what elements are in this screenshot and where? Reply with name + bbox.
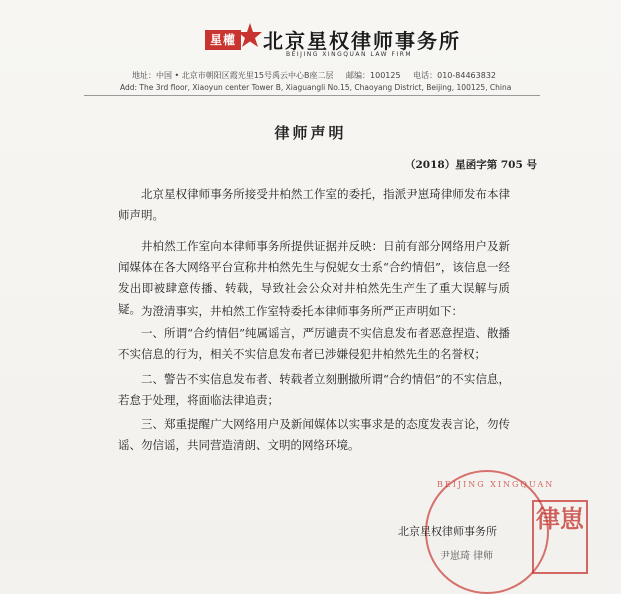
signoff-firm: 北京星权律师事务所 xyxy=(398,525,497,538)
firm-name-en: BEIJING XINGQUAN LAW FIRM xyxy=(286,51,413,58)
document-reference: （2018）星函字第 705 号 xyxy=(405,159,537,171)
paragraph-point-1: 一、所谓“合约情侣”纯属谣言，严厉谴责不实信息发布者恶意捏造、散播不实信息的行为，相关不实信息发布者已涉嫌侵犯井柏然先生的名誉权； xyxy=(118,326,510,361)
address-en: Add: The 3rd floor, Xiaoyun center Tower B, Xiaguangli No.15, Chaoyang District, Beijing, 100125, China xyxy=(120,83,512,92)
address-line xyxy=(132,70,506,81)
seal-ring-text: BEIJING XINGQUAN xyxy=(437,480,555,489)
firm-name-cn: 北京星权律师事务所 xyxy=(263,29,461,53)
letterhead xyxy=(0,0,621,96)
phone: 电话：010-84463832 xyxy=(413,71,496,80)
paragraph-facts: 井柏然工作室向本律师事务所提供证据并反映：日前有部分网络用户及新闻媒体在各大网络平台宣称井柏然先生与倪妮女士系“合约情侣”，该信息一经发出即被肆意传播、转载，导致社会公众对井柏然先生产生了重大误解与质疑。 xyxy=(118,239,510,316)
firm-logo: 星權 xyxy=(205,30,241,50)
paragraph-declaration: 为澄清事实，井柏然工作室特委托本律师事务所严正声明如下： xyxy=(141,304,463,318)
header-divider xyxy=(84,95,540,96)
star-icon xyxy=(237,22,263,48)
address-cn: 地址：中国 • 北京市朝阳区霞光里15号禹云中心B座二层 xyxy=(132,71,334,80)
paragraph-point-2: 二、警告不实信息发布者、转载者立刻删撤所谓“合约情侣”的不实信息，若怠于处理，将面临法律追责； xyxy=(118,372,510,407)
signoff-signer: 尹崽琦 律师 xyxy=(440,551,494,562)
paragraph-point-3: 三、郑重提醒广大网络用户及新闻媒体以实事求是的态度发表言论，勿传谣、勿信谣，共同营造清朗、文明的网络环境。 xyxy=(118,417,510,452)
document-title: 律师声明 xyxy=(274,124,347,142)
paragraph-intro: 北京星权律师事务所接受井柏然工作室的委托，指派尹崽琦律师发布本律师声明。 xyxy=(118,187,510,222)
square-seal: 律崽 xyxy=(532,500,588,574)
postcode: 邮编：100125 xyxy=(346,71,401,80)
